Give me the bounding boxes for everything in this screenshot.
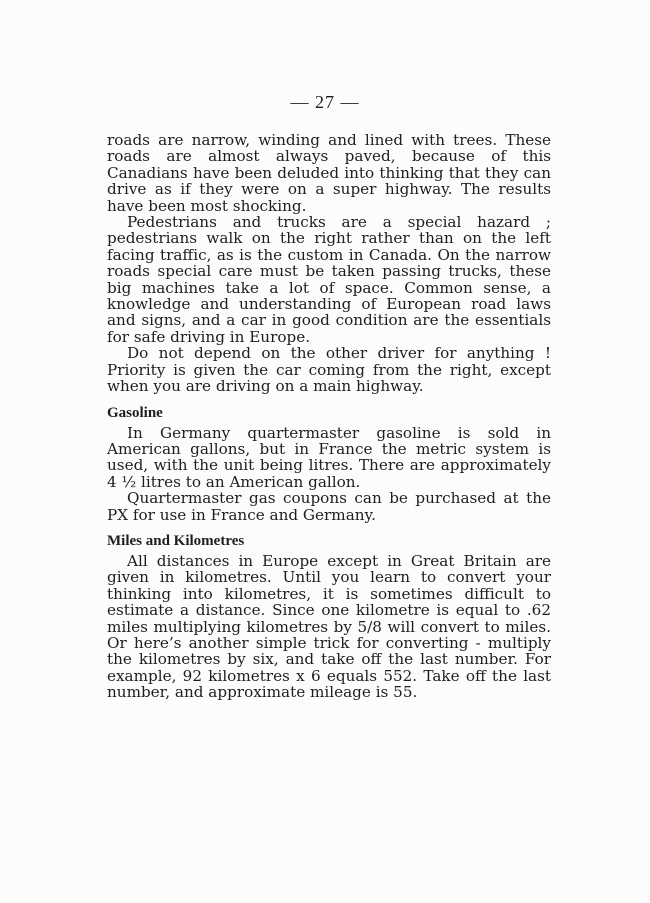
heading-gasoline: Gasoline <box>107 404 163 421</box>
paragraph-gas-coupons: Quartermaster gas coupons can be purchased at the PX for use in France and Germany. <box>107 489 551 524</box>
heading-miles-kilometres: Miles and Kilometres <box>107 532 245 549</box>
paragraph-roads: roads are narrow, winding and lined with trees. These roads are almost always paved, because of this Canadians have been deluded into thinking that they can drive as if they were on a super highway. The results have been most shocking. <box>107 131 551 215</box>
paragraph-gasoline-units: In Germany quartermaster gasoline is sold in American gallons, but in France the metric system is used, with the unit being litres. There are approximately 4 ½ litres to an American gallon. <box>107 423 551 491</box>
page-content <box>107 132 551 701</box>
page-number: — 27 — <box>290 92 360 112</box>
paragraph-priority: Do not depend on the other driver for anything ! Priority is given the car coming from the right, except when you are driving on a main highway. <box>107 344 551 396</box>
paragraph-pedestrians: Pedestrians and trucks are a special hazard ; pedestrians walk on the right rather than on the left facing traffic, as is the custom in Canada. On the narrow roads special care must be taken passing trucks, these big machines take a lot of space. Common sense, a knowledge and understanding of European road laws and signs, and a car in good condition are the essentials for safe driving in Europe. <box>107 213 551 346</box>
paragraph-distances: All distances in Europe except in Great Britain are given in kilometres. Until you learn to convert your thinking into kilometres, it is sometimes difficult to estimate a distance. Since one kilometre is equal to .62 miles multiplying kilometres by 5/8 will convert to miles. Or here’s another simple trick for converting - multiply the kilometres by six, and take off the last number. For example, 92 kilometres x 6 equals 552. Take off the last number, and approximate mileage is 55. <box>107 551 551 702</box>
